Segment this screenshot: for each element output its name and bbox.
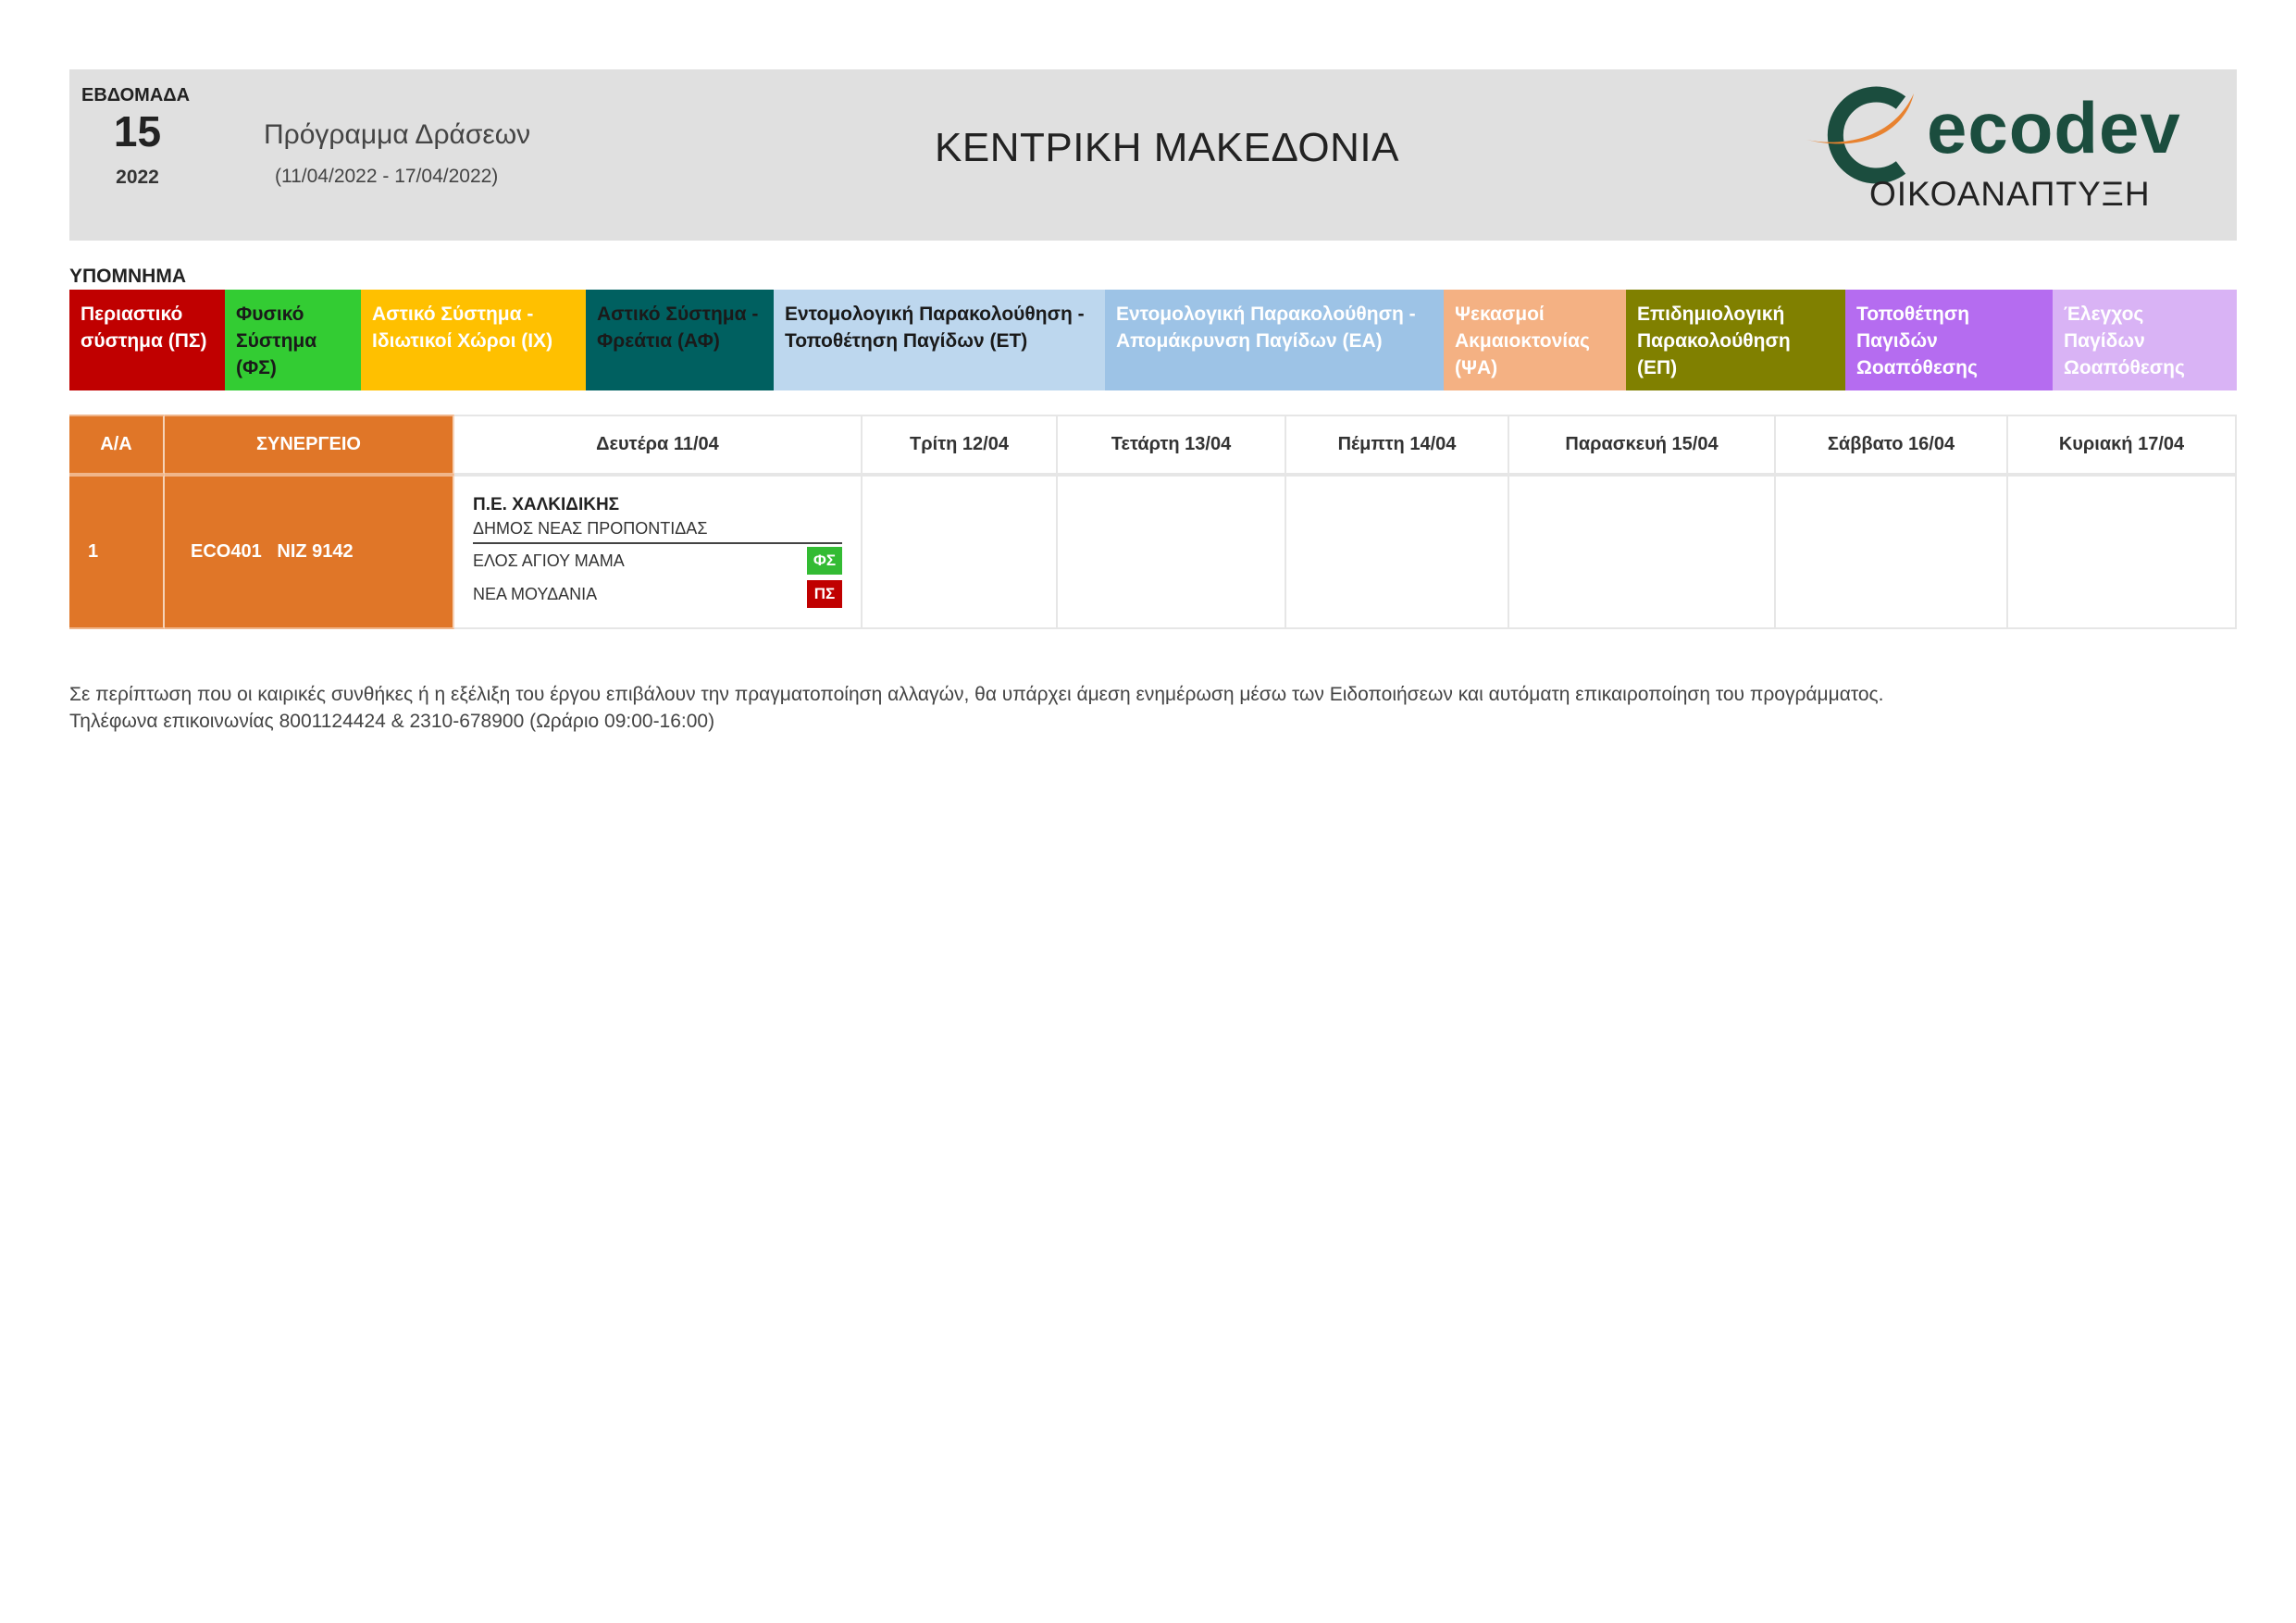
row-crew: ECO401 NIZ 9142 <box>165 475 454 629</box>
cell-thursday <box>1286 475 1509 629</box>
logo-subtitle: ΟΙΚΟΑΝΑΠΤΥΞΗ <box>1869 175 2151 213</box>
monday-activities <box>473 495 842 611</box>
location-name: ΝΕΑ ΜΟΥΔΑΝΙΑ <box>473 584 598 603</box>
column-header-tuesday: Τρίτη 12/04 <box>863 415 1058 475</box>
program-title: Πρόγραμμα Δράσεων <box>264 119 531 150</box>
page-header <box>69 69 2237 241</box>
logo-wordmark: ecodev <box>1927 87 2181 168</box>
column-header-thursday: Πέμπτη 14/04 <box>1286 415 1509 475</box>
location-name: ΕΛΟΣ ΑΓΙΟΥ ΜΑΜΑ <box>473 551 625 570</box>
legend-item-tpo: Τοποθέτηση Παγιδών Ωοαπόθεσης <box>1845 290 2053 390</box>
column-header-friday: Παρασκευή 15/04 <box>1509 415 1776 475</box>
legend-title: ΥΠΟΜΝΗΜΑ <box>69 266 186 287</box>
legend-item-ea: Εντομολογική Παρακολούθηση - Απομάκρυνση Παγίδων (ΕΑ) <box>1105 290 1444 390</box>
week-year: 2022 <box>116 167 159 188</box>
cell-wednesday <box>1058 475 1286 629</box>
column-header-sunday: Κυριακή 17/04 <box>2008 415 2237 475</box>
cell-sunday <box>2008 475 2237 629</box>
cell-monday <box>454 475 863 629</box>
regional-unit: Π.Ε. ΧΑΛΚΙΔΙΚΗΣ <box>473 495 620 514</box>
week-number: 15 <box>113 107 162 155</box>
row-aa: 1 <box>69 475 165 629</box>
legend <box>69 290 2237 390</box>
week-label: ΕΒΔΟΜΑΔΑ <box>81 85 191 105</box>
location-badge-ps: ΠΣ <box>807 580 842 608</box>
column-header-crew: ΣΥΝΕΡΓΕΙΟ <box>165 415 454 475</box>
legend-item-af: Αστικό Σύστημα - Φρεάτια (ΑΦ) <box>586 290 774 390</box>
legend-item-et: Εντομολογική Παρακολούθηση - Τοποθέτηση Παγίδων (ΕΤ) <box>774 290 1105 390</box>
column-header-aa: Α/Α <box>69 415 165 475</box>
ecodev-logo-mark-icon <box>1805 82 1934 184</box>
legend-item-psa: Ψεκασμοί Ακμαιοκτονίας (ΨΑ) <box>1444 290 1626 390</box>
legend-item-ix: Αστικό Σύστημα - Ιδιωτικοί Χώροι (ΙΧ) <box>361 290 586 390</box>
location-badge-fs: ΦΣ <box>807 547 842 575</box>
legend-item-fs: Φυσικό Σύστημα (ΦΣ) <box>225 290 361 390</box>
schedule-table <box>69 415 2237 629</box>
footer-notice: Σε περίπτωση που οι καιρικές συνθήκες ή η εξέλιξη του έργου επιβάλουν την πραγματοποίηση αλλαγών, θα υπάρχει άμεση ενημέρωση μέσω των Ειδοποιήσεων και αυτόματη επικαιροποίηση του προγράμματος. <box>69 684 1884 705</box>
location-item <box>473 577 842 611</box>
legend-item-epo: Έλεγχος Παγίδων Ωοαπόθεσης <box>2053 290 2237 390</box>
municipality: ΔΗΜΟΣ ΝΕΑΣ ΠΡΟΠΟΝΤΙΔΑΣ <box>473 519 842 544</box>
table-row <box>69 475 2237 629</box>
cell-saturday <box>1776 475 2008 629</box>
location-item <box>473 544 842 577</box>
footer-notes <box>69 681 1884 735</box>
cell-friday <box>1509 475 1776 629</box>
footer-contact: Τηλέφωνα επικοινωνίας 8001124424 & 2310-678900 (Ωράριο 09:00-16:00) <box>69 711 715 732</box>
column-header-wednesday: Τετάρτη 13/04 <box>1058 415 1286 475</box>
cell-tuesday <box>863 475 1058 629</box>
ecodev-logo <box>1805 82 2212 221</box>
legend-item-ep: Επιδημιολογική Παρακολούθηση (ΕΠ) <box>1626 290 1845 390</box>
table-header-row <box>69 415 2237 475</box>
region-title: ΚΕΝΤΡΙΚΗ ΜΑΚΕΔΟΝΙΑ <box>935 125 1400 170</box>
legend-item-ps: Περιαστικό σύστημα (ΠΣ) <box>69 290 225 390</box>
column-header-saturday: Σάββατο 16/04 <box>1776 415 2008 475</box>
column-header-monday: Δευτέρα 11/04 <box>454 415 863 475</box>
date-range: (11/04/2022 - 17/04/2022) <box>275 166 499 187</box>
